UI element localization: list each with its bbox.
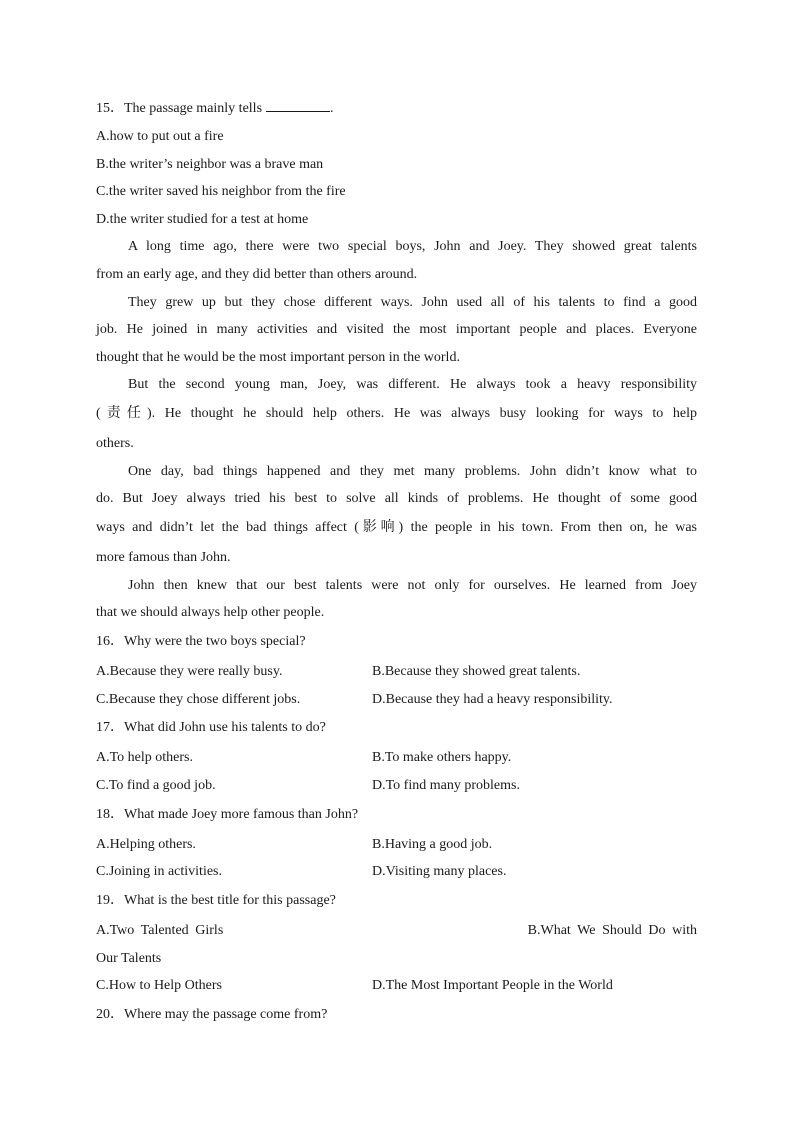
q18-option-d: D.Visiting many places. (372, 864, 507, 879)
question-19-stem: 19．What is the best title for this passage? (96, 893, 336, 908)
question-15-text: 15．The passage mainly tells (96, 101, 263, 116)
passage-p3-line3: others. (96, 436, 134, 451)
q19-option-b-continued: Our Talents (96, 951, 162, 966)
question-15-end: . (330, 101, 334, 116)
passage-p4-line1: One day, bad things happened and they met many problems. John didn’t know what to (128, 464, 697, 479)
q17-option-b: B.To make others happy. (372, 750, 512, 765)
q16-option-d: D.Because they had a heavy responsibility. (372, 692, 613, 707)
q17-option-a: A.To help others. (96, 750, 194, 765)
q18-option-a: A.Helping others. (96, 837, 196, 852)
question-20-stem: 20．Where may the passage come from? (96, 1007, 328, 1022)
q15-option-b: B.the writer’s neighbor was a brave man (96, 157, 324, 172)
q15-option-a: A.how to put out a fire (96, 129, 224, 144)
q17-option-c: C.To find a good job. (96, 778, 216, 793)
q15-option-d: D.the writer studied for a test at home (96, 212, 309, 227)
passage-p2-line2: job. He joined in many activities and visited the most important people and places. Everyone (96, 322, 697, 337)
passage-p1-line1: A long time ago, there were two special boys, John and Joey. They showed great talents (128, 239, 697, 254)
passage-p3-line2: (责任). He thought he should help others. He was always busy looking for ways to help (96, 406, 697, 421)
q19-option-c: C.How to Help Others (96, 978, 222, 993)
q15-option-c: C.the writer saved his neighbor from the fire (96, 184, 346, 199)
question-15-stem (96, 97, 334, 117)
passage-p1-line2: from an early age, and they did better than others around. (96, 267, 418, 282)
passage-p4-line4: more famous than John. (96, 550, 231, 565)
passage-p4-line2: do. But Joey always tried his best to solve all kinds of problems. He thought of some good (96, 491, 697, 506)
answer-blank (266, 97, 330, 112)
q19-options-ab: A.Two Talented Girls B.What We Should Do with (96, 923, 697, 938)
question-18-stem: 18．What made Joey more famous than John? (96, 807, 359, 822)
q18-option-c: C.Joining in activities. (96, 864, 222, 879)
question-16-stem: 16．Why were the two boys special? (96, 634, 306, 649)
passage-p5-line1: John then knew that our best talents were not only for ourselves. He learned from Joey (128, 578, 697, 593)
q16-option-b: B.Because they showed great talents. (372, 664, 581, 679)
passage-p5-line2: that we should always help other people. (96, 605, 325, 620)
passage-p2-line3: thought that he would be the most important person in the world. (96, 350, 460, 365)
passage-p2-line1: They grew up but they chose different ways. John used all of his talents to find a good (128, 295, 697, 310)
q17-option-d: D.To find many problems. (372, 778, 520, 793)
passage-p3-line1: But the second young man, Joey, was different. He always took a heavy responsibility (128, 377, 697, 392)
q19-option-d: D.The Most Important People in the World (372, 978, 613, 993)
question-17-stem: 17．What did John use his talents to do? (96, 720, 326, 735)
passage-p4-line3: ways and didn’t let the bad things affect (影响) the people in his town. From then on, he was (96, 520, 697, 535)
q18-option-b: B.Having a good job. (372, 837, 493, 852)
q16-option-a: A.Because they were really busy. (96, 664, 283, 679)
q16-option-c: C.Because they chose different jobs. (96, 692, 301, 707)
